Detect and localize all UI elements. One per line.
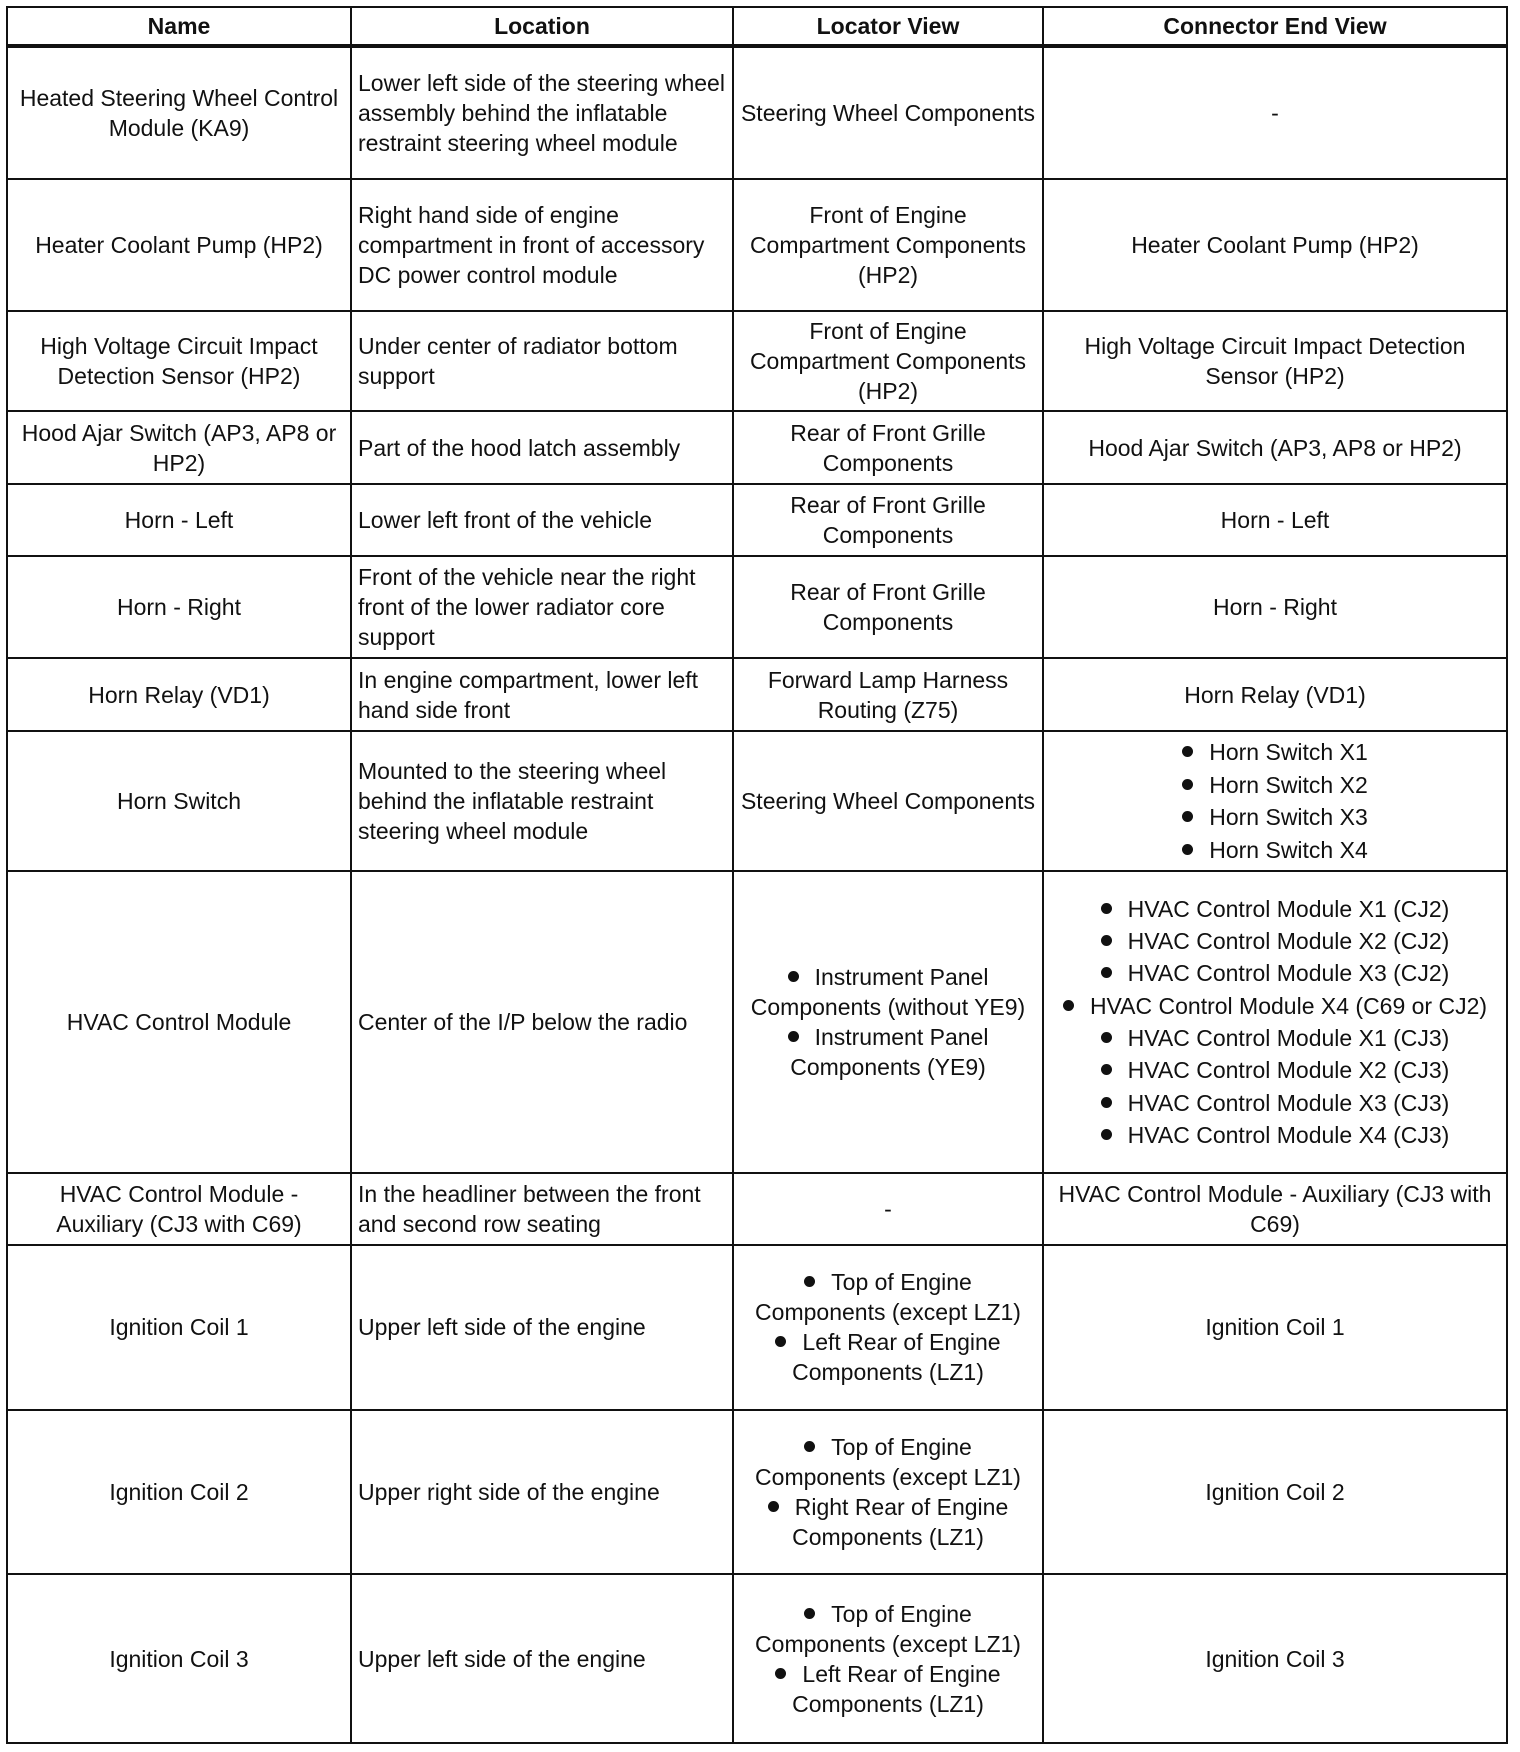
name-cell: Heated Steering Wheel Control Module (KA9) [7,46,351,179]
locator-view-cell [733,1245,1043,1410]
name-cell: Horn - Left [7,484,351,556]
bullet-icon [1101,1097,1112,1108]
bullet-icon [1182,779,1193,790]
locator-view-cell: Rear of Front Grille Components [733,484,1043,556]
bullet-icon [1182,844,1193,855]
location-cell: Front of the vehicle near the right front of the lower radiator core support [351,556,733,658]
locator-view-cell: - [733,1173,1043,1245]
connector-end-view-cell: Horn - Right [1043,556,1507,658]
list-item: Horn Switch X1 [1050,736,1500,769]
connector-list [1050,893,1500,1151]
table-row [7,484,1507,556]
table-row [7,46,1507,179]
connector-end-view-cell: Horn Relay (VD1) [1043,658,1507,730]
list-item: Top of Engine Components (except LZ1) [755,1600,1021,1657]
location-cell: Lower left front of the vehicle [351,484,733,556]
list-item: Horn Switch X3 [1050,801,1500,834]
header-name: Name [7,7,351,46]
table-row [7,731,1507,872]
name-cell: Ignition Coil 1 [7,1245,351,1410]
name-cell: Ignition Coil 2 [7,1410,351,1575]
locator-list [740,1267,1036,1387]
list-item: HVAC Control Module X2 (CJ2) [1050,925,1500,957]
location-cell: In engine compartment, lower left hand side front [351,658,733,730]
locator-view-cell: Front of Engine Compartment Components (HP2) [733,179,1043,312]
locator-view-cell [733,1574,1043,1743]
name-cell: Horn Switch [7,731,351,872]
locator-list [740,1599,1036,1719]
name-cell: High Voltage Circuit Impact Detection Sensor (HP2) [7,311,351,411]
bullet-icon [1101,935,1112,946]
list-item: HVAC Control Module X4 (C69 or CJ2) [1050,990,1500,1022]
connector-end-view-cell [1043,871,1507,1172]
location-cell: Upper left side of the engine [351,1245,733,1410]
locator-list [740,1432,1036,1552]
locator-view-cell: Forward Lamp Harness Routing (Z75) [733,658,1043,730]
list-item: Horn Switch X2 [1050,769,1500,802]
name-cell: HVAC Control Module [7,871,351,1172]
connector-end-view-cell: Hood Ajar Switch (AP3, AP8 or HP2) [1043,411,1507,483]
connector-end-view-cell: HVAC Control Module - Auxiliary (CJ3 with C69) [1043,1173,1507,1245]
list-item: Horn Switch X4 [1050,834,1500,867]
location-cell: Mounted to the steering wheel behind the inflatable restraint steering wheel module [351,731,733,872]
name-cell: Horn Relay (VD1) [7,658,351,730]
location-cell: Center of the I/P below the radio [351,871,733,1172]
table-row [7,1574,1507,1743]
name-cell: Ignition Coil 3 [7,1574,351,1743]
connector-end-view-cell: Ignition Coil 2 [1043,1410,1507,1575]
locator-view-cell: Front of Engine Compartment Components (HP2) [733,311,1043,411]
list-item: HVAC Control Module X1 (CJ3) [1050,1022,1500,1054]
table-row [7,658,1507,730]
header-location: Location [351,7,733,46]
bullet-icon [775,1668,786,1679]
bullet-icon [804,1608,815,1619]
list-item: HVAC Control Module X4 (CJ3) [1050,1119,1500,1151]
connector-end-view-cell: Ignition Coil 3 [1043,1574,1507,1743]
header-connector-end-view: Connector End View [1043,7,1507,46]
table-row [7,411,1507,483]
list-item: Instrument Panel Components (YE9) [740,1022,1036,1082]
locator-view-cell: Rear of Front Grille Components [733,411,1043,483]
location-cell: Right hand side of engine compartment in front of accessory DC power control module [351,179,733,312]
component-locator-table [6,6,1508,1744]
locator-view-cell [733,1410,1043,1575]
bullet-icon [1182,746,1193,757]
locator-list [740,962,1036,1082]
table-row [7,179,1507,312]
bullet-icon [1101,1129,1112,1140]
bullet-icon [788,1031,799,1042]
list-item: Left Rear of Engine Components (LZ1) [740,1327,1036,1387]
bullet-icon [1101,903,1112,914]
list-item: Top of Engine Components (except LZ1) [755,1433,1021,1490]
bullet-icon [1101,1064,1112,1075]
connector-end-view-cell: Heater Coolant Pump (HP2) [1043,179,1507,312]
name-cell: Hood Ajar Switch (AP3, AP8 or HP2) [7,411,351,483]
locator-view-cell: Rear of Front Grille Components [733,556,1043,658]
location-cell: In the headliner between the front and second row seating [351,1173,733,1245]
locator-view-cell: Steering Wheel Components [733,731,1043,872]
bullet-icon [768,1501,779,1512]
bullet-icon [804,1276,815,1287]
connector-list [1050,736,1500,866]
bullet-icon [788,971,799,982]
connector-end-view-cell [1043,731,1507,872]
bullet-icon [775,1336,786,1347]
name-cell: Horn - Right [7,556,351,658]
list-item: Instrument Panel Components (without YE9) [750,963,1026,1020]
bullet-icon [1063,1000,1074,1011]
connector-end-view-cell: High Voltage Circuit Impact Detection Sensor (HP2) [1043,311,1507,411]
connector-end-view-cell: - [1043,46,1507,179]
location-cell: Under center of radiator bottom support [351,311,733,411]
location-cell: Part of the hood latch assembly [351,411,733,483]
list-item: Top of Engine Components (except LZ1) [755,1269,1021,1326]
location-cell: Lower left side of the steering wheel assembly behind the inflatable restraint steering wheel module [351,46,733,179]
header-locator-view: Locator View [733,7,1043,46]
connector-end-view-cell: Horn - Left [1043,484,1507,556]
name-cell: HVAC Control Module - Auxiliary (CJ3 with C69) [7,1173,351,1245]
location-cell: Upper left side of the engine [351,1574,733,1743]
table-row [7,1245,1507,1410]
table-row [7,311,1507,411]
bullet-icon [1101,967,1112,978]
connector-end-view-cell: Ignition Coil 1 [1043,1245,1507,1410]
list-item: HVAC Control Module X1 (CJ2) [1050,893,1500,925]
table-row [7,871,1507,1172]
list-item: Right Rear of Engine Components (LZ1) [740,1492,1036,1552]
header-row [7,7,1507,46]
location-cell: Upper right side of the engine [351,1410,733,1575]
table-row [7,1410,1507,1575]
locator-view-cell [733,871,1043,1172]
bullet-icon [804,1441,815,1452]
list-item: HVAC Control Module X3 (CJ3) [1050,1087,1500,1119]
list-item: Left Rear of Engine Components (LZ1) [740,1659,1036,1719]
locator-view-cell: Steering Wheel Components [733,46,1043,179]
name-cell: Heater Coolant Pump (HP2) [7,179,351,312]
list-item: HVAC Control Module X3 (CJ2) [1050,957,1500,989]
table-row [7,1173,1507,1245]
bullet-icon [1101,1032,1112,1043]
bullet-icon [1182,811,1193,822]
list-item: HVAC Control Module X2 (CJ3) [1050,1054,1500,1086]
table-row [7,556,1507,658]
